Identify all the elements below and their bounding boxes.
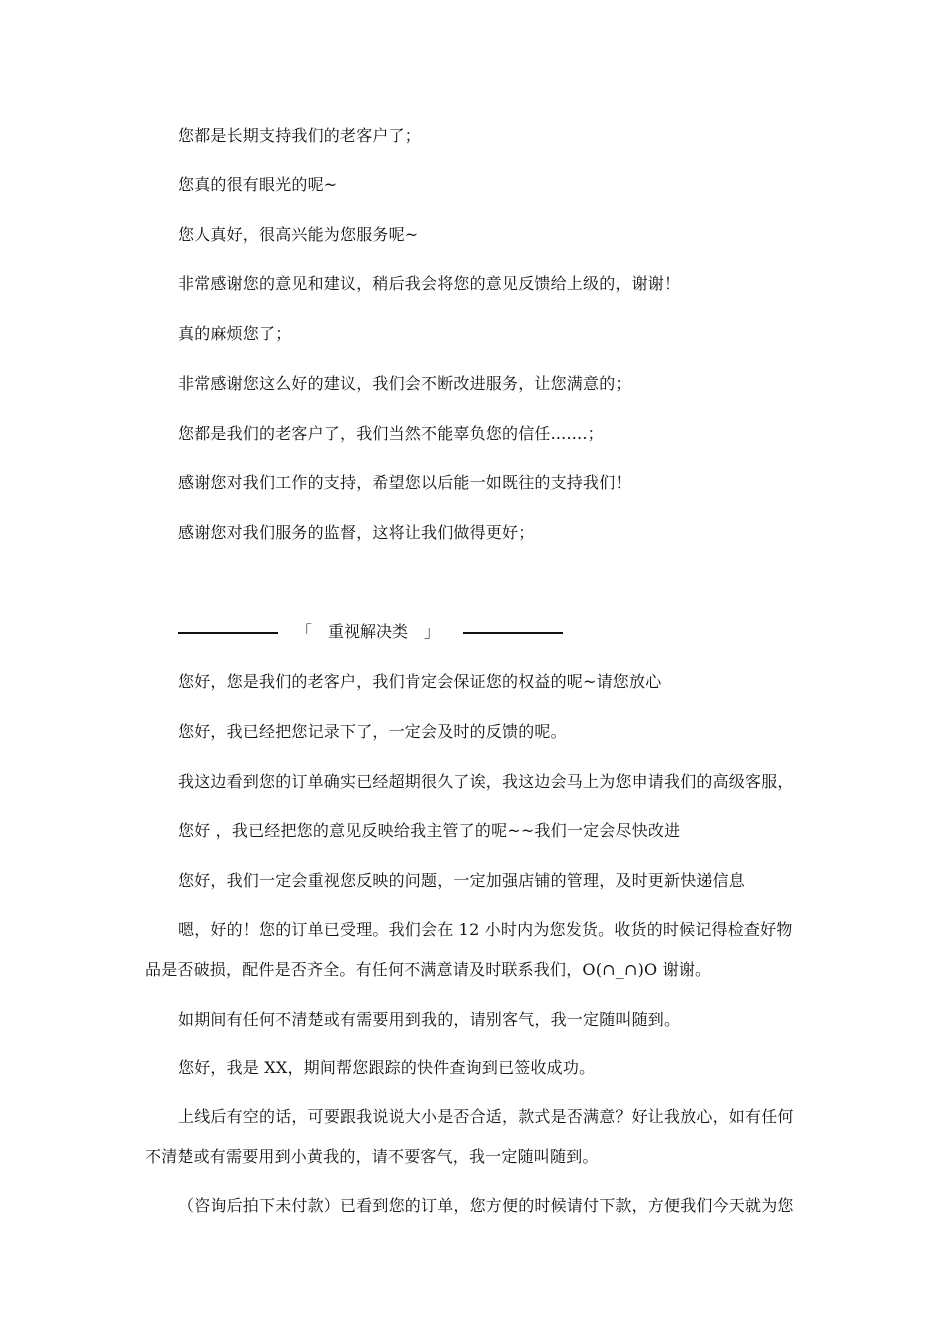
text-line: 非常感谢您这么好的建议，我们会不断改进服务，让您满意的； [178, 374, 632, 393]
section-heading: 「 重视解决类 」 [296, 622, 441, 641]
text-line: 感谢您对我们工作的支持，希望您以后能一如既往的支持我们！ [178, 473, 632, 492]
text-line: 您都是长期支持我们的老客户了； [178, 126, 422, 145]
text-line: 您好，我们一定会重视您反映的问题，一定加强店铺的管理，及时更新快递信息 [178, 871, 746, 890]
text-line: 您好，我已经把您记录下了，一定会及时的反馈的呢。 [178, 722, 567, 741]
text-line: 您人真好，很高兴能为您服务呢~ [178, 225, 419, 244]
text-line: （咨询后拍下未付款）已看到您的订单，您方便的时候请付下款，方便我们今天就为您 [178, 1196, 794, 1215]
text-line: 您好 ，我已经把您的意见反映给我主管了的呢~~我们一定会尽快改进 [178, 821, 681, 840]
text-line: 嗯，好的！您的订单已受理。我们会在 12 小时内为您发货。收货的时候记得检查好物 [178, 920, 793, 939]
text-line: 感谢您对我们服务的监督，这将让我们做得更好； [178, 523, 535, 542]
text-line: 品是否破损，配件是否齐全。有任何不满意请及时联系我们，O(∩_∩)O 谢谢。 [145, 960, 712, 979]
text-line: 真的麻烦您了； [178, 324, 292, 343]
text-line: 您真的很有眼光的呢~ [178, 175, 338, 194]
text-line: 您好，我是 XX，期间帮您跟踪的快件查询到已签收成功。 [178, 1058, 596, 1077]
heading-rule-left [178, 632, 278, 634]
text-line: 上线后有空的话，可要跟我说说大小是否合适，款式是否满意？好让我放心，如有任何 [178, 1107, 794, 1126]
text-line: 您好，您是我们的老客户，我们肯定会保证您的权益的呢~请您放心 [178, 672, 662, 691]
text-line: 非常感谢您的意见和建议，稍后我会将您的意见反馈给上级的，谢谢！ [178, 274, 681, 293]
text-line: 您都是我们的老客户了，我们当然不能辜负您的信任.......； [178, 424, 604, 443]
text-line: 不清楚或有需要用到小黄我的，请不要客气，我一定随叫随到。 [145, 1147, 599, 1166]
text-line: 如期间有任何不清楚或有需要用到我的，请别客气，我一定随叫随到。 [178, 1010, 681, 1029]
text-line: 我这边看到您的订单确实已经超期很久了诶，我这边会马上为您申请我们的高级客服， [178, 772, 794, 791]
heading-rule-right [463, 632, 563, 634]
